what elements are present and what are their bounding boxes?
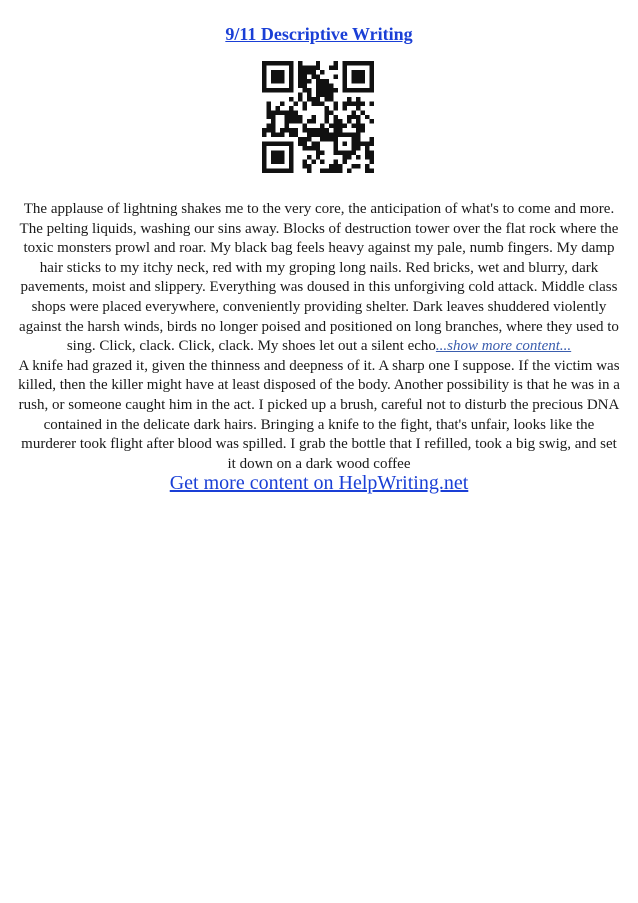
qr-code-icon: [262, 61, 374, 173]
show-more-link[interactable]: ...show more content...: [435, 338, 572, 355]
paragraph-2: A knife had grazed it, given the thinness and deepness of it. A sharp one I suppose. If the victim was killed, then the killer might have at least disposed of the body. Another possibility is that he was in a rush, or someone caught him in the act. I picked up a brush, careful not to disturb the precious DNA contained in the delicate dark hairs. Bringing a knife to the fight, that's unfair, looks like the murderer took flight after blood was spilled. I grab the bottle that I refilled, took a big swig, and set it down on a dark wood coffee: [18, 357, 620, 472]
helpwriting-link[interactable]: Get more content on HelpWriting.net: [169, 472, 469, 494]
paragraph-1: The applause of lightning shakes me to the very core, the anticipation of what's to come and more. The pelting liquids, washing our sins away. Blocks of destruction tower over the flat rock where the toxic monsters prowl and roar. My black bag feels heavy against my pale, numb fingers. My damp hair sticks to my itchy neck, red with my groping long nails. Red bricks, wet and blurry, dark pavements, moist and slippery. Everything was doused in this unforgiving cold attack. Middle class shops were placed everywhere, conveniently providing shelter. Dark leaves shuddered violently against the harsh winds, birds no longer poised and positioned on long branches, where they used to sing. Click, clack. Click, clack. My shoes let out a silent echo...show more content...: [19, 201, 619, 355]
page-title: [0, 24, 638, 45]
get-more-content: [0, 472, 638, 495]
title-link[interactable]: 9/11 Descriptive Writing: [225, 24, 413, 44]
body-text: [18, 200, 620, 474]
